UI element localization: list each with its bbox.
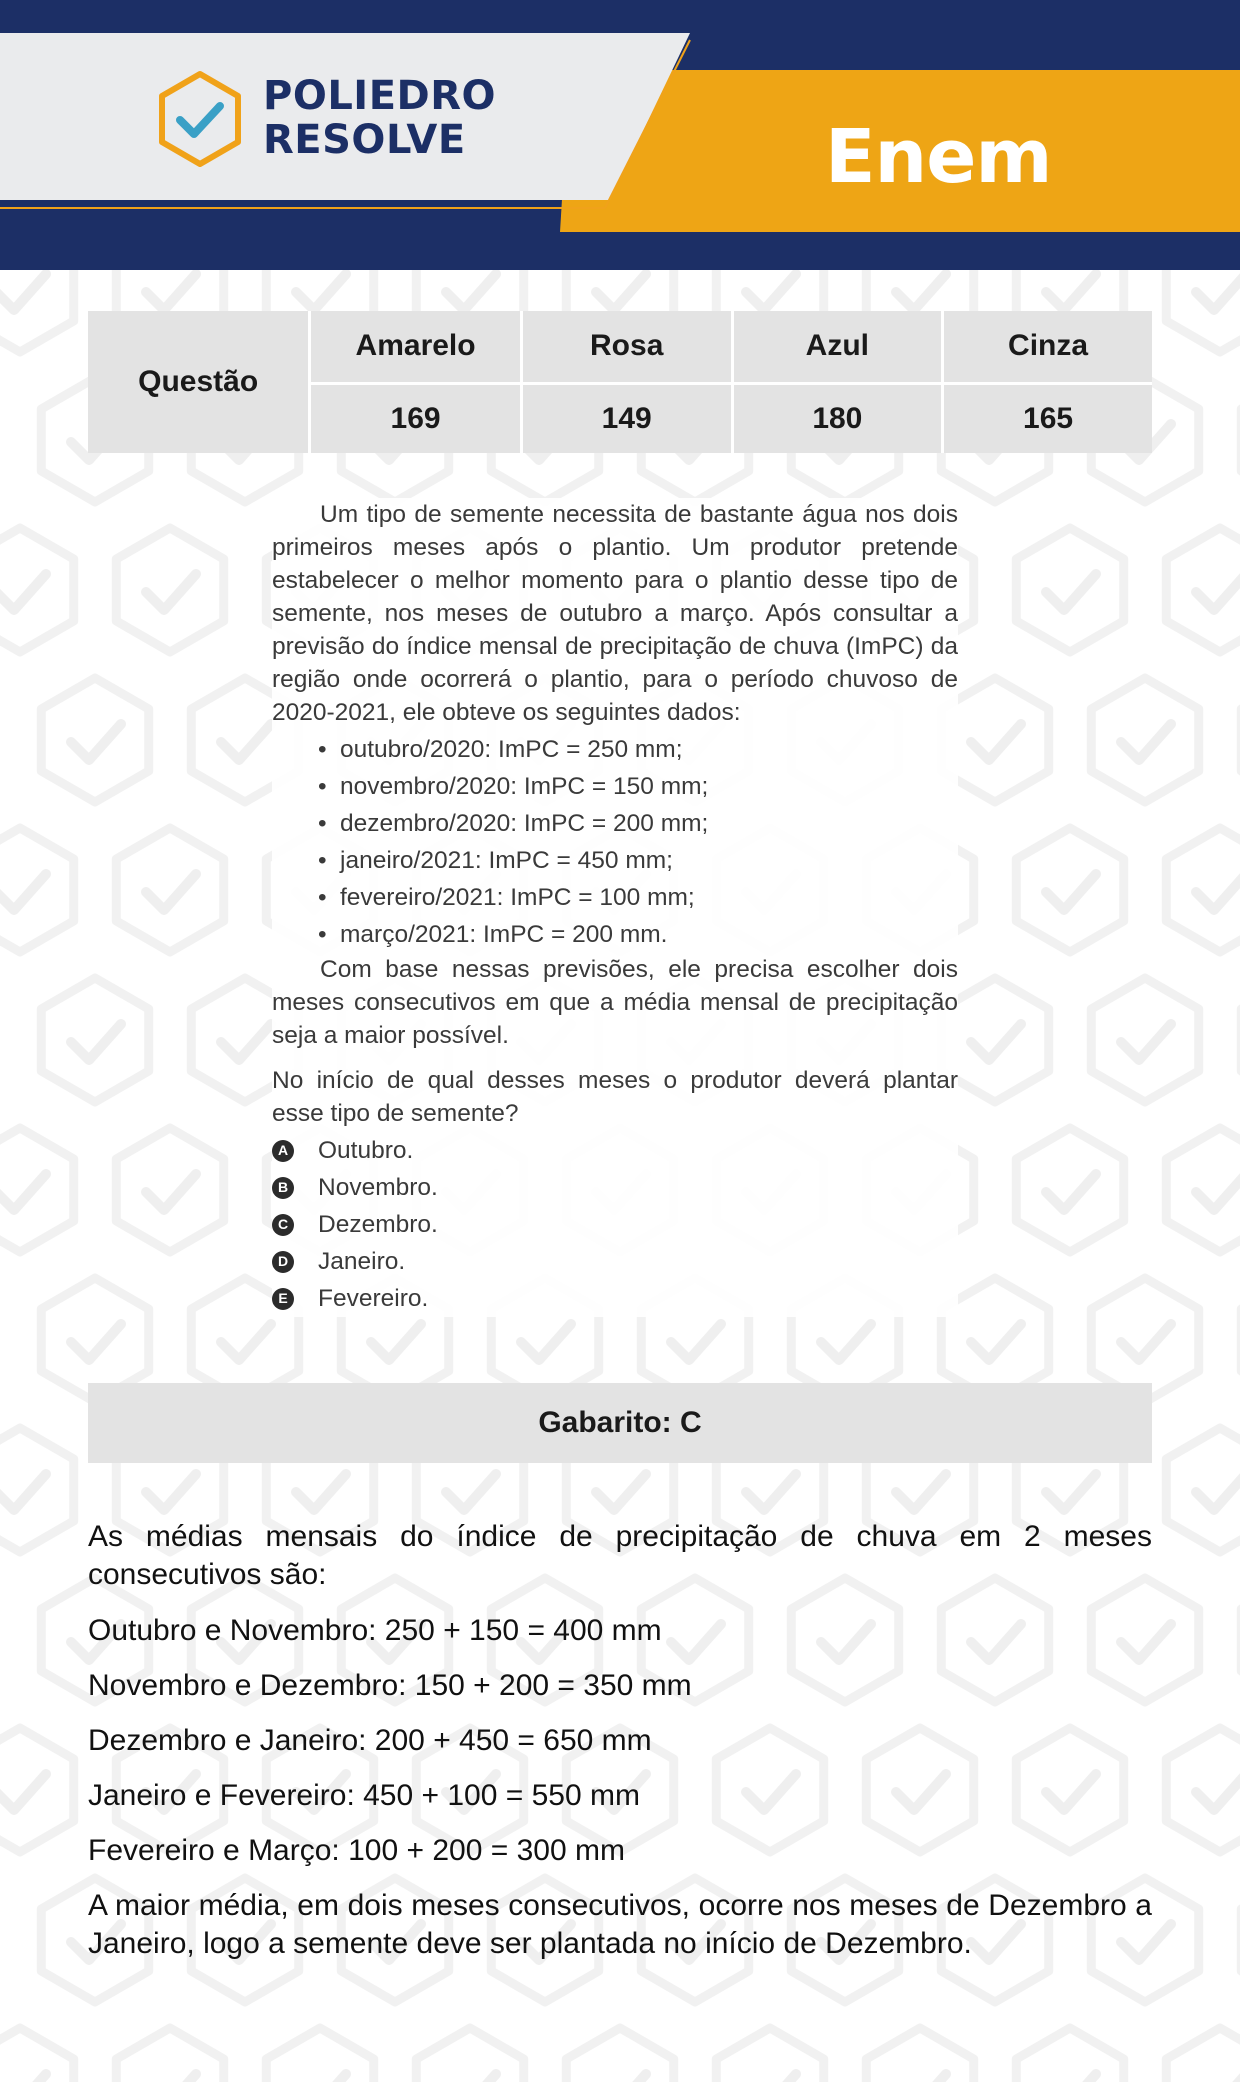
bg-check-icon <box>1016 528 1123 652</box>
brand-line-2: RESOLVE <box>263 117 466 163</box>
data-list <box>318 731 958 953</box>
question-label: Questão <box>88 311 311 453</box>
bg-check-icon <box>116 2028 223 2082</box>
bg-check-icon <box>1091 978 1198 1102</box>
header-banner <box>0 0 1240 270</box>
list-item: • dezembro/2020: ImPC = 200 mm; <box>318 810 709 837</box>
bg-check-icon <box>1166 2028 1240 2082</box>
resolution-line: Janeiro e Fevereiro: 450 + 100 = 550 mm <box>88 1779 640 1812</box>
exam-title: Enem <box>825 114 1052 200</box>
bg-check-icon <box>1166 828 1240 952</box>
bg-check-icon <box>0 1128 74 1252</box>
color-azul: Azul <box>734 311 945 385</box>
number-cinza: 165 <box>944 385 1152 453</box>
bg-check-icon <box>266 2028 373 2082</box>
option-a: A Outubro. <box>272 1132 958 1169</box>
resolution-line: Novembro e Dezembro: 150 + 200 = 350 mm <box>88 1669 692 1702</box>
option-d: D Janeiro. <box>272 1243 958 1280</box>
bg-check-icon <box>716 2028 823 2082</box>
answer-key-bar: Gabarito: C <box>88 1383 1152 1463</box>
bg-check-icon <box>1016 828 1123 952</box>
color-amarelo: Amarelo <box>311 311 523 385</box>
brand-logo-text <box>263 74 496 162</box>
option-c: C Dezembro. <box>272 1206 958 1243</box>
color-cinza: Cinza <box>944 311 1152 385</box>
bg-check-icon <box>1166 1128 1240 1252</box>
color-rosa: Rosa <box>523 311 734 385</box>
resolution-conclusion: A maior média, em dois meses consecutivos, ocorre nos meses de Dezembro a Janeiro, logo a semente deve ser plantada no início de Dezembro. <box>88 1889 1152 1960</box>
bg-check-icon <box>0 270 74 352</box>
bg-check-icon <box>116 528 223 652</box>
bg-check-icon <box>416 2028 523 2082</box>
bg-check-icon <box>1166 270 1240 352</box>
check-hexagon-icon <box>156 70 244 168</box>
question-intro: Um tipo de semente necessita de bastante água nos dois primeiros meses após o plantio. Um produtor pretende estabelecer o melhor momento para o plantio desse tipo de semente, nos meses de outubro a março. Após consultar a previsão do índice mensal de precipitação de chuva (ImPC) da região onde ocorrerá o plantio, para o período chuvoso de 2020-2021, ele obteve os seguintes dados: <box>272 501 958 726</box>
list-item: • março/2021: ImPC = 200 mm. <box>318 921 668 948</box>
list-item: • outubro/2020: ImPC = 250 mm; <box>318 736 683 763</box>
answer-options <box>272 1132 958 1317</box>
bg-check-icon <box>0 528 74 652</box>
bg-check-icon <box>0 1428 74 1552</box>
number-azul: 180 <box>734 385 945 453</box>
bg-check-icon <box>1016 2028 1123 2082</box>
resolution-block <box>88 1518 1152 1963</box>
bg-check-icon <box>0 2028 74 2082</box>
option-letter-badge: E <box>272 1288 294 1310</box>
option-b: B Novembro. <box>272 1169 958 1206</box>
bg-check-icon <box>1166 1428 1240 1552</box>
bg-check-icon <box>1166 1728 1240 1852</box>
list-item: • novembro/2020: ImPC = 150 mm; <box>318 773 709 800</box>
number-rosa: 149 <box>523 385 734 453</box>
bg-check-icon <box>566 2028 673 2082</box>
brand-line-1: POLIEDRO <box>263 73 497 119</box>
option-letter-badge: A <box>272 1140 294 1162</box>
bg-check-icon <box>116 828 223 952</box>
list-item: • fevereiro/2021: ImPC = 100 mm; <box>318 884 695 911</box>
bg-check-icon <box>41 678 148 802</box>
option-letter-badge: C <box>272 1214 294 1236</box>
bg-check-icon <box>0 1728 74 1852</box>
option-e: E Fevereiro. <box>272 1280 958 1317</box>
bg-check-icon <box>866 2028 973 2082</box>
bg-check-icon <box>41 978 148 1102</box>
resolution-line: Dezembro e Janeiro: 200 + 450 = 650 mm <box>88 1724 652 1757</box>
option-letter-badge: B <box>272 1177 294 1199</box>
question-block <box>272 498 958 1317</box>
bg-check-icon <box>1166 528 1240 652</box>
bg-check-icon <box>1091 678 1198 802</box>
bg-check-icon <box>116 1128 223 1252</box>
number-amarelo: 169 <box>311 385 523 453</box>
bg-check-icon <box>1016 1128 1123 1252</box>
list-item: • janeiro/2021: ImPC = 450 mm; <box>318 847 673 874</box>
question-number-table <box>88 311 1152 453</box>
resolution-line: Outubro e Novembro: 250 + 150 = 400 mm <box>88 1614 662 1647</box>
question-stem: No início de qual desses meses o produtor deverá plantar esse tipo de semente? <box>272 1067 958 1127</box>
question-context: Com base nessas previsões, ele precisa escolher dois meses consecutivos em que a média mensal de precipitação seja a maior possível. <box>272 956 958 1049</box>
resolution-line: Fevereiro e Março: 100 + 200 = 300 mm <box>88 1834 625 1867</box>
bg-check-icon <box>0 828 74 952</box>
resolution-intro: As médias mensais do índice de precipitação de chuva em 2 meses consecutivos são: <box>88 1520 1152 1591</box>
option-letter-badge: D <box>272 1251 294 1273</box>
